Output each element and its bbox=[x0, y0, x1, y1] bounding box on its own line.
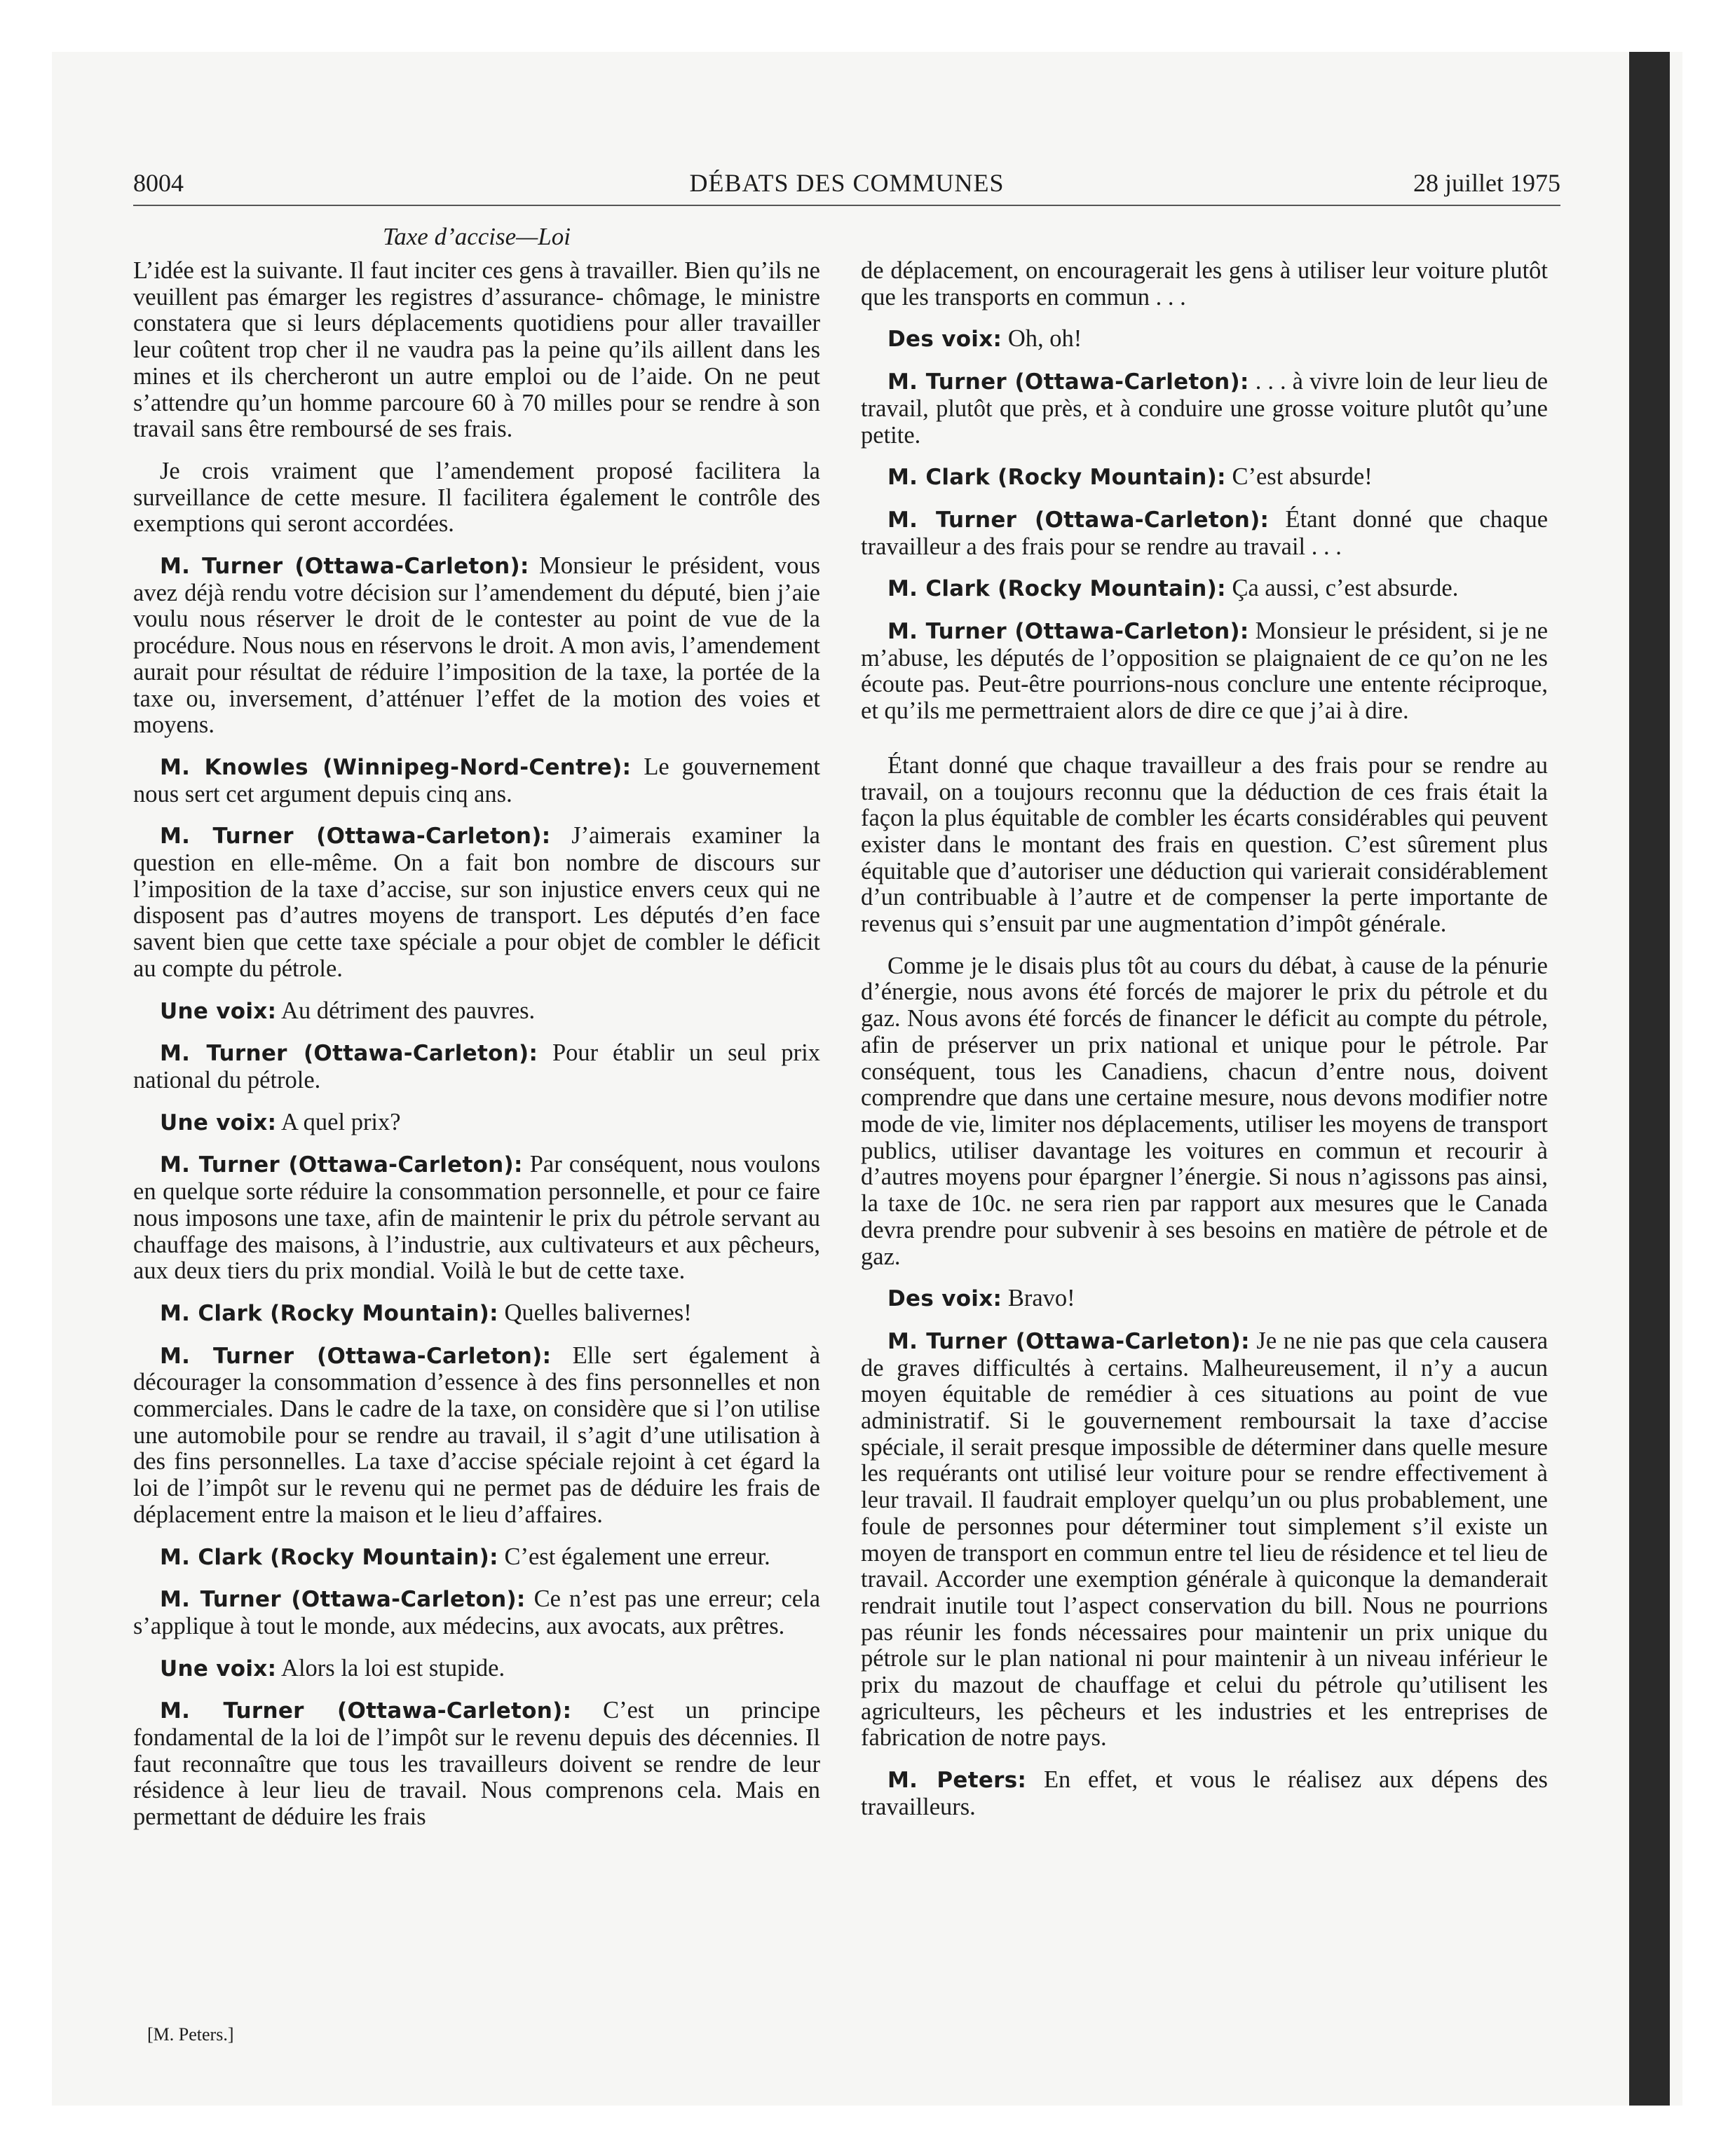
scan-edge-bar bbox=[1629, 52, 1670, 2106]
speech-paragraph bbox=[133, 998, 820, 1025]
speaker-footnote: [M. Peters.] bbox=[147, 2024, 234, 2045]
speech-paragraph bbox=[861, 575, 1548, 603]
speaker-name: Des voix: bbox=[887, 327, 1002, 353]
speaker-name: M. Clark (Rocky Mountain): bbox=[160, 1544, 498, 1570]
speech-paragraph bbox=[861, 507, 1548, 560]
speech-text: Quelles balivernes! bbox=[504, 1299, 692, 1326]
speaker-name: M. Peters: bbox=[887, 1768, 1027, 1794]
speaker-name: M. Clark (Rocky Mountain): bbox=[887, 465, 1226, 491]
speech-text: Alors la loi est stupide. bbox=[281, 1654, 505, 1681]
speech-paragraph bbox=[133, 1544, 820, 1571]
paragraph-text: L’idée est la suivante. Il faut inciter ces gens à travailler. Bien qu’ils ne veuillent pas émarger les registres d’assurance- chômage, le ministre constatera que si leurs déplacements quotidiens pour aller travailler leur coûtent trop cher il ne vaudra pas la peine qu’ils aillent dans les mines et ils chercheront un autre emploi ou de l’aide. On ne peut s’attendre qu’un homme parcoure 60 à 70 milles pour se rendre à son travail sans être remboursé de ses frais. bbox=[133, 257, 820, 443]
speaker-name: M. Turner (Ottawa-Carleton): bbox=[887, 369, 1249, 395]
paragraph bbox=[133, 258, 820, 443]
speaker-name: M. Turner (Ottawa-Carleton): bbox=[160, 824, 551, 850]
speech-paragraph bbox=[133, 1040, 820, 1093]
publication-date: 28 juillet 1975 bbox=[1413, 169, 1560, 197]
speech-paragraph bbox=[133, 754, 820, 807]
speaker-name: Une voix: bbox=[160, 1656, 277, 1681]
speech-text: Le gouvernement nous sert cet argument depuis cinq ans. bbox=[133, 753, 820, 807]
speech-text: Je ne nie pas que cela causera de graves difficultés à certains. Malheureusement, il n’y a aucun moyen équitable de remédier à ces situations au point de vue administratif. Si le gouvernement remboursait la taxe d’accise spéciale, il serait presque impossible de déterminer dans quelle mesure les requérants ont utilisé leur voiture pour se rendre effectivement à leur travail. Il faudrait employer quelqu’un ou plus probablement, une foule de personnes pour déterminer tout simplement s’il existe un moyen de transport en commun entre tel lieu de résidence et tel lieu de travail. Accorder une exemption générale à quiconque la demanderait rendrait inutile tout l’aspect conservation du bill. Nous ne pourrions pas réunir les fonds nécessaires pour maintenir un prix unique du pétrole sur le plan national ni pour maintenir à un niveau inférieur le prix du mazout de chauffage et celui du pétrole qu’utilisent les agriculteurs, les pêcheurs et les industries et les entreprises de fabrication de notre pays. bbox=[861, 1327, 1549, 1752]
speech-text: C’est également une erreur. bbox=[504, 1543, 770, 1570]
speaker-name: M. Turner (Ottawa-Carleton): bbox=[887, 1328, 1250, 1354]
speech-text: . . . à vivre loin de leur lieu de travail, plutôt que près, et à conduire une grosse voiture plutôt qu’une petite. bbox=[861, 368, 1549, 449]
speaker-name: M. Clark (Rocky Mountain): bbox=[887, 576, 1226, 602]
speech-text: J’aimerais examiner la question en elle-même. On a fait bon nombre de discours sur l’imposition de la taxe d’accise, sur son injustice envers ceux qui ne disposent pas d’autres moyens de transport. Les députés d’en face savent bien que cette taxe spéciale a pour objet de combler le déficit au compte du pétrole. bbox=[133, 822, 820, 982]
speaker-name: M. Knowles (Winnipeg-Nord-Centre): bbox=[160, 754, 632, 780]
speaker-name: M. Turner (Ottawa-Carleton): bbox=[887, 619, 1249, 645]
speech-paragraph bbox=[133, 823, 820, 982]
speech-text: Ça aussi, c’est absurde. bbox=[1232, 575, 1459, 602]
speech-paragraph bbox=[133, 1152, 820, 1285]
speech-paragraph bbox=[861, 326, 1548, 353]
speech-text: Elle sert également à décourager la consommation d’essence à des fins personnelles et non commerciales. Dans le cadre de la taxe, on considère que si l’on utilise une automobile pour se rendre au travail, il s’agit d’une utilisation à des fins personnelles. La taxe d’accise spéciale rejoint à cet égard la loi de l’impôt sur le revenu qui ne permet pas de déduire les frais de déplacement entre la maison et le lieu d’affaires. bbox=[133, 1342, 821, 1528]
speech-paragraph bbox=[133, 1300, 820, 1328]
page-header bbox=[133, 168, 1560, 206]
paragraph bbox=[861, 258, 1548, 311]
speech-text: Bravo! bbox=[1007, 1285, 1075, 1312]
speech-paragraph bbox=[133, 1343, 820, 1529]
speech-paragraph bbox=[861, 464, 1548, 491]
speech-paragraph bbox=[133, 1656, 820, 1683]
speech-text: C’est absurde! bbox=[1232, 463, 1373, 491]
speaker-name: M. Turner (Ottawa-Carleton): bbox=[160, 554, 529, 580]
publication-title: DÉBATS DES COMMUNES bbox=[689, 169, 1005, 197]
paragraph-text: Je crois vraiment que l’amendement proposé facilitera la surveillance de cette mesure. Il facilitera également le contrôle des exemptions qui seront accordées. bbox=[133, 457, 820, 538]
speaker-name: M. Turner (Ottawa-Carleton): bbox=[160, 1698, 572, 1724]
paragraph bbox=[861, 953, 1548, 1270]
speech-text: Étant donné que chaque travailleur a des frais pour se rendre au travail . . . bbox=[861, 505, 1549, 560]
speaker-name: Une voix: bbox=[160, 1110, 277, 1135]
speech-paragraph bbox=[133, 1698, 820, 1831]
speech-paragraph bbox=[133, 553, 820, 739]
paragraph bbox=[133, 458, 820, 538]
paragraph bbox=[861, 753, 1548, 938]
speech-paragraph bbox=[861, 1767, 1548, 1820]
speech-text: Pour établir un seul prix national du pétrole. bbox=[133, 1039, 820, 1093]
speech-text: Par conséquent, nous voulons en quelque sorte réduire la consommation personnelle, et pour ce faire nous imposons une taxe, afin de maintenir le prix du pétrole servant au chauffage des maisons, à l’industrie, aux cultivateurs et aux pêcheurs, aux deux tiers du prix mondial. Voilà le but de cette taxe. bbox=[133, 1151, 821, 1285]
section-subtitle: Taxe d’accise—Loi bbox=[383, 223, 571, 250]
speech-text: En effet, et vous le réalisez aux dépens des travailleurs. bbox=[861, 1766, 1548, 1820]
speaker-name: M. Turner (Ottawa-Carleton): bbox=[160, 1343, 552, 1369]
speech-text: Monsieur le président, si je ne m’abuse, les députés de l’opposition se plaignaient de ce qu’on ne les écoute pas. Peut-être pourrions-nous conclure une entente réciproque, et qu’ils me permettraient alors de dire ce que j’ai à dire. bbox=[861, 618, 1549, 725]
speaker-name: Des voix: bbox=[887, 1286, 1002, 1312]
left-column bbox=[133, 258, 820, 1846]
speech-text: Au détriment des pauvres. bbox=[281, 997, 536, 1024]
speech-paragraph bbox=[861, 618, 1548, 725]
speech-paragraph bbox=[861, 369, 1548, 449]
speech-paragraph bbox=[861, 1328, 1548, 1752]
speaker-name: M. Turner (Ottawa-Carleton): bbox=[887, 507, 1270, 533]
right-column bbox=[861, 258, 1548, 1836]
paragraph-text: Comme je le disais plus tôt au cours du débat, à cause de la pénurie d’énergie, nous avons été forcés de majorer le prix du pétrole et du gaz. Nous avons été forcés de financer le déficit au compte du pétrole, afin de préserver un prix national et unique pour le pétrole. Par conséquent, tous les Canadiens, chacun d’entre nous, doivent comprendre que dans une certaine mesure, nous devons modifier notre mode de vie, limiter nos déplacements, utiliser les moyens de transport publics, utiliser davantage les voitures en commun et recourir à d’autres moyens pour épargner l’énergie. Si nous n’agissons pas ainsi, la taxe de 10c. ne sera rien par rapport aux mesures que le Canada devra prendre pour subvenir à ses besoins en matière de pétrole et de gaz. bbox=[861, 952, 1548, 1270]
speech-text: C’est un principe fondamental de la loi de l’impôt sur le revenu depuis des décennies. Il faut reconnaître que tous les travailleurs doivent se rendre de leur résidence à leur lieu de travail. Nous comprenons cela. Mais en permettant de déduire les frais bbox=[133, 1697, 821, 1831]
speaker-name: Une voix: bbox=[160, 998, 277, 1024]
paragraph-text: de déplacement, on encouragerait les gens à utiliser leur voiture plutôt que les transports en commun . . . bbox=[861, 257, 1548, 311]
speech-paragraph bbox=[861, 1285, 1548, 1313]
paragraph-text: Étant donné que chaque travailleur a des frais pour se rendre au travail, on a toujours reconnu que la déduction de ces frais était la façon la plus équitable de combler les écarts considérables qui peuvent exister dans le montant des frais en question. C’est sûrement plus équitable que d’autoriser une déduction qui varierait considérablement d’un contribuable à l’autre et de compenser la perte importante de revenus qui s’ensuit par une augmentation d’impôt générale. bbox=[861, 751, 1548, 938]
speaker-name: M. Clark (Rocky Mountain): bbox=[160, 1300, 498, 1326]
speech-text: Monsieur le président, vous avez déjà rendu votre décision sur l’amendement du député, bien j’aie voulu nous réserver le droit de le contester au point de vue de la procédure. Nous nous en réservons le droit. A mon avis, l’amendement aurait pour résultat de réduire l’imposition de la taxe, la portée de la taxe ou, inversement, d’atténuer l’effet de la motion des voies et moyens. bbox=[133, 552, 820, 739]
speech-paragraph bbox=[133, 1110, 820, 1137]
speaker-name: M. Turner (Ottawa-Carleton): bbox=[160, 1152, 523, 1178]
speech-text: Ce n’est pas une erreur; cela s’applique à tout le monde, aux médecins, aux avocats, aux prêtres. bbox=[133, 1585, 821, 1639]
speech-text: Oh, oh! bbox=[1007, 325, 1082, 353]
speaker-name: M. Turner (Ottawa-Carleton): bbox=[160, 1041, 538, 1067]
speech-text: A quel prix? bbox=[281, 1108, 401, 1135]
page-number: 8004 bbox=[133, 169, 184, 197]
speaker-name: M. Turner (Ottawa-Carleton): bbox=[160, 1587, 526, 1613]
speech-paragraph bbox=[133, 1586, 820, 1639]
